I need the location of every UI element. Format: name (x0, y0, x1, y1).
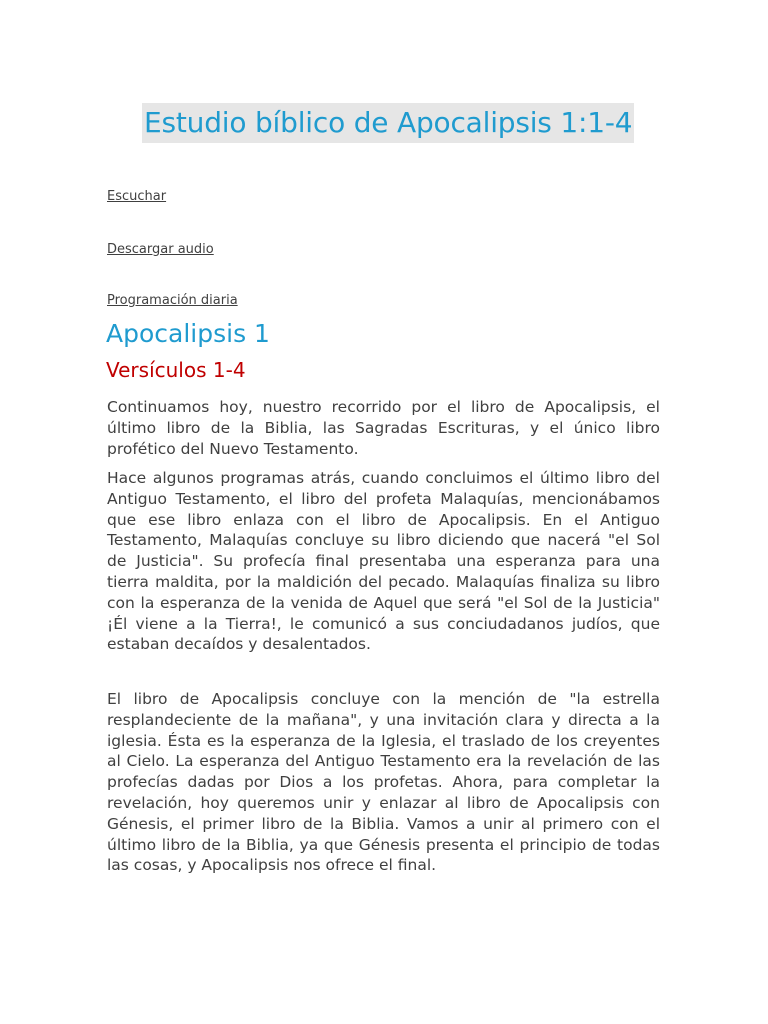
paragraph-2: Hace algunos programas atrás, cuando concluimos el último libro del Antiguo Testamento, el libro del profeta Malaquías, mencionábamos que ese libro enlaza con el libro de Apocalipsis. En el Antiguo Testamento, Malaquías concluye su libro diciendo que nacerá "el Sol de Justicia". Su profecía final presentaba una esperanza para una tierra maldita, por la maldición del pecado. Malaquías finaliza su libro con la esperanza de la venida de Aquel que será "el Sol de la Justicia" ¡Él viene a la Tierra!, le comunicó a sus conciudadanos judíos, que estaban decaídos y desalentados. (107, 469, 660, 654)
chapter-heading: Apocalipsis 1 (106, 319, 270, 348)
verse-heading: Versículos 1-4 (106, 358, 246, 382)
download-audio-link[interactable]: Descargar audio (107, 242, 214, 257)
paragraph-1: Continuamos hoy, nuestro recorrido por el libro de Apocalipsis, el último libro de la Biblia, las Sagradas Escrituras, y el único libro profético del Nuevo Testamento. (107, 398, 660, 458)
document-title: Estudio bíblico de Apocalipsis 1:1-4 (142, 103, 634, 143)
paragraph-3: El libro de Apocalipsis concluye con la mención de "la estrella resplandeciente de la mañana", y una invitación clara y directa a la iglesia. Ésta es la esperanza de la Iglesia, el traslado de los creyentes al Cielo. La esperanza del Antiguo Testamento era la revelación de las profecías dadas por Dios a los profetas. Ahora, para completar la revelación, hoy queremos unir y enlazar al libro de Apocalipsis con Génesis, el primer libro de la Biblia. Vamos a unir al primero con el último libro de la Biblia, ya que Génesis presenta el principio de todas las cosas, y Apocalipsis nos ofrece el final. (107, 690, 660, 875)
daily-schedule-link[interactable]: Programación diaria (107, 293, 238, 308)
listen-link[interactable]: Escuchar (107, 189, 167, 204)
